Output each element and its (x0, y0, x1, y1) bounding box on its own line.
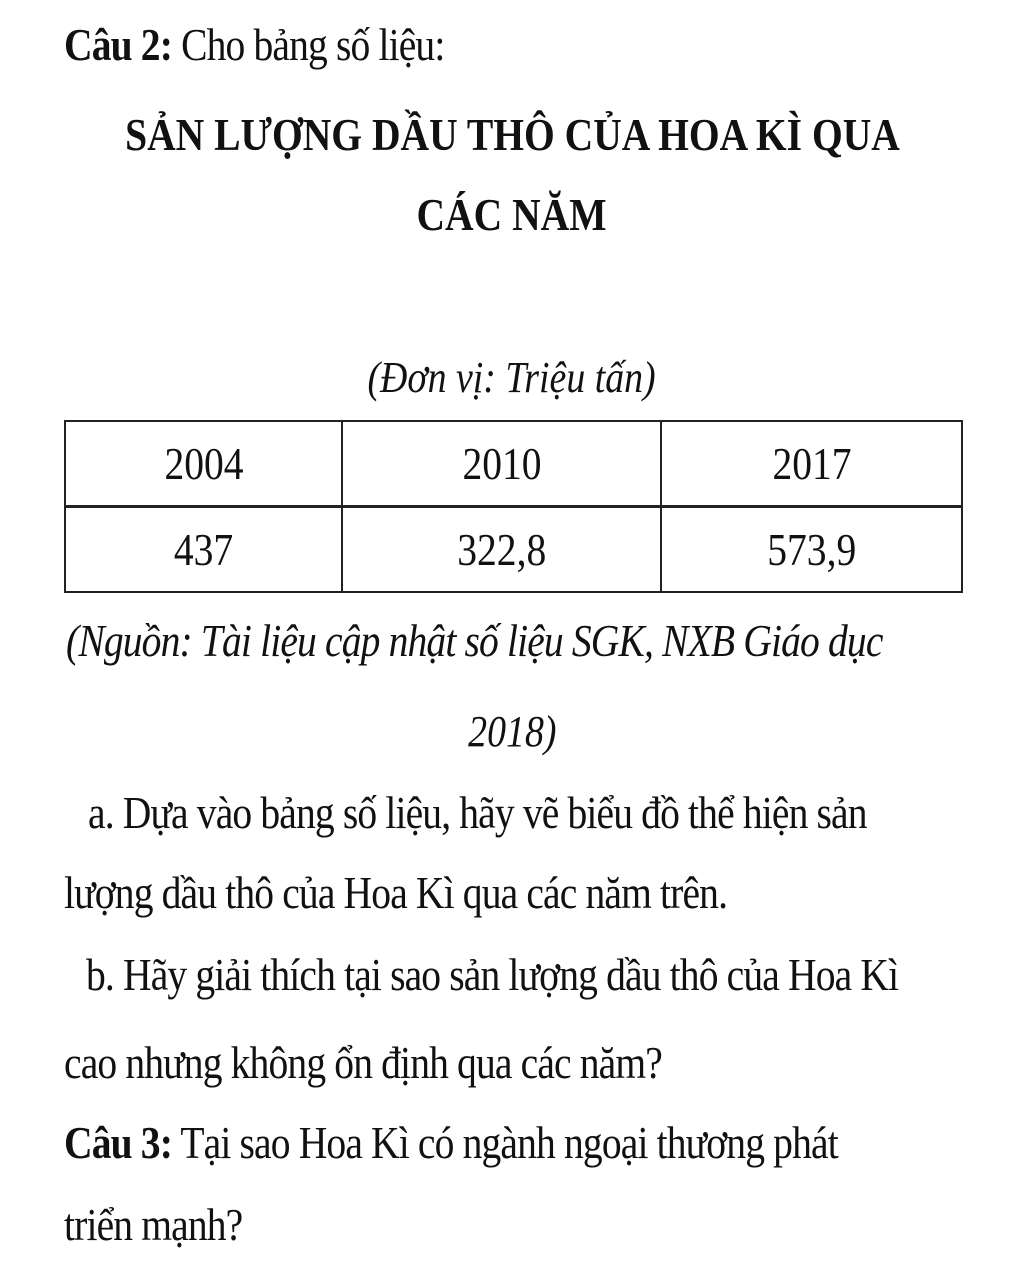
question-2-label: Câu 2: (64, 19, 173, 70)
table-cell: 322,8 (342, 507, 661, 593)
table-cell: 437 (65, 507, 342, 593)
source-line-1: (Nguồn: Tài liệu cập nhật số liệu SGK, NXB Giáo dục (66, 615, 883, 666)
table-header-cell: 2010 (342, 421, 661, 507)
part-b-line-2: cao nhưng không ổn định qua các năm? (64, 1037, 662, 1088)
unit-label: (Đơn vị: Triệu tấn) (367, 353, 657, 402)
part-a-line-1: a. Dựa vào bảng số liệu, hãy vẽ biểu đồ thể hiện sản (88, 787, 867, 838)
table-row (65, 507, 962, 593)
table-title-line-1: SẢN LƯỢNG DẦU THÔ CỦA HOA KÌ QUA (124, 109, 900, 160)
question-2-intro: Cho bảng số liệu: (181, 19, 445, 70)
table-cell: 573,9 (661, 507, 962, 593)
source-line-2: 2018) (467, 707, 557, 756)
table-header-cell: 2017 (661, 421, 962, 507)
table-header-row (65, 421, 962, 507)
oil-output-table (64, 420, 963, 593)
question-3-line-1 (64, 1117, 838, 1168)
question-3-line-2: triển mạnh? (64, 1199, 243, 1250)
part-a-line-2: lượng dầu thô của Hoa Kì qua các năm trên. (64, 867, 728, 918)
part-b-line-1: b. Hãy giải thích tại sao sản lượng dầu thô của Hoa Kì (86, 949, 899, 1000)
table-header-cell: 2004 (65, 421, 342, 507)
question-2-heading (64, 19, 445, 70)
table-title-line-2: CÁC NĂM (416, 189, 608, 240)
question-3-text: Tại sao Hoa Kì có ngành ngoại thương phát (180, 1117, 838, 1168)
question-3-label: Câu 3: (64, 1117, 173, 1168)
